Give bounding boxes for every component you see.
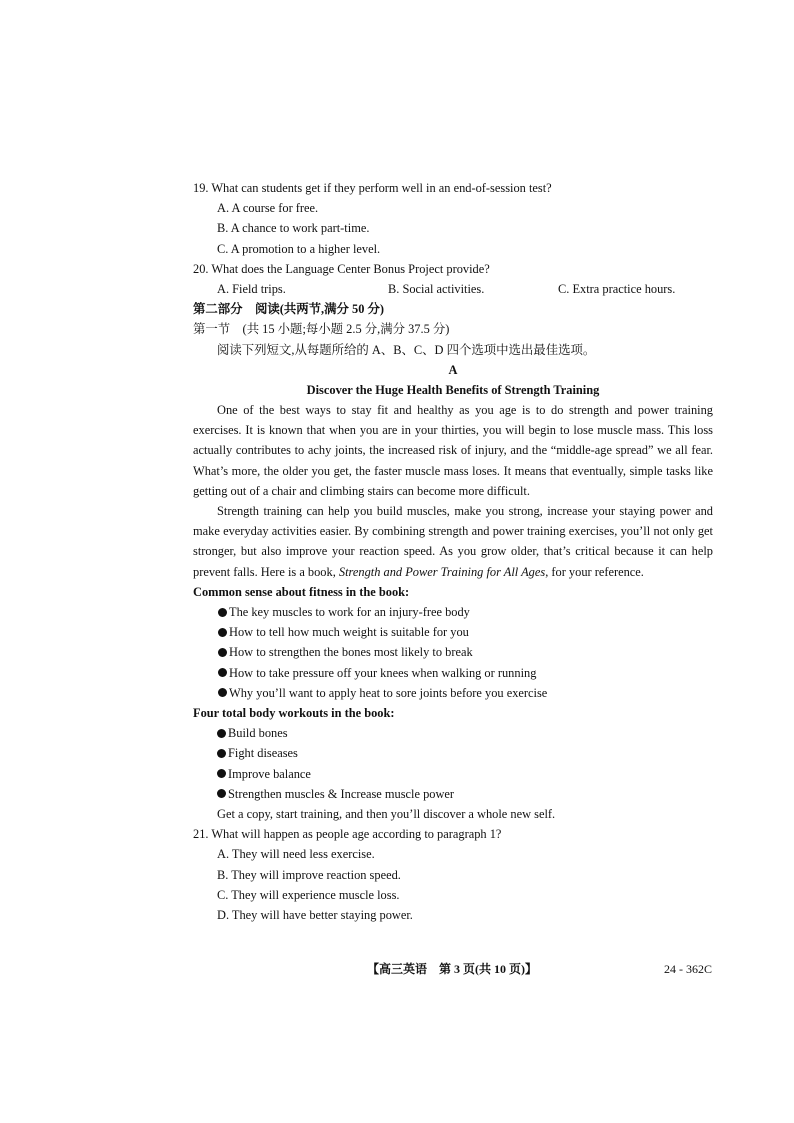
- workouts-heading: Four total body workouts in the book:: [193, 706, 395, 721]
- footer-page-info: 【高三英语 第 3 页(共 10 页)】: [367, 962, 537, 976]
- paragraph-2-end: , for your reference.: [545, 564, 644, 579]
- question-19-option-c: C. A promotion to a higher level.: [217, 241, 381, 256]
- passage-closing: Get a copy, start training, and then you’ll discover a whole new self.: [217, 806, 556, 821]
- page-footer: [0, 959, 794, 979]
- question-20-stem: 20. What does the Language Center Bonus Project provide?: [193, 261, 490, 276]
- workout-item: Strengthen muscles & Increase muscle power: [193, 784, 713, 804]
- question-19-option-b: B. A chance to work part-time.: [217, 221, 370, 236]
- common-sense-item: Why you’ll want to apply heat to sore joints before you exercise: [193, 683, 713, 703]
- part-title: 第二部分 阅读(共两节,满分 50 分): [193, 302, 385, 317]
- question-20-option-b: B. Social activities.: [388, 281, 485, 296]
- question-19-option-a: A. A course for free.: [217, 201, 319, 216]
- passage-letter: A: [448, 362, 458, 377]
- question-21-option-b: B. They will improve reaction speed.: [217, 867, 401, 882]
- reading-instruction: 阅读下列短文,从每题所给的 A、B、C、D 四个选项中选出最佳选项。: [217, 342, 596, 357]
- passage-paragraph-2: [193, 501, 713, 582]
- section-subtitle: 第一节 (共 15 小题;每小题 2.5 分,满分 37.5 分): [193, 322, 450, 337]
- common-sense-heading: Common sense about fitness in the book:: [193, 584, 410, 599]
- question-20-option-c: C. Extra practice hours.: [558, 281, 676, 296]
- workout-item: Improve balance: [193, 764, 713, 784]
- question-21-option-d: D. They will have better staying power.: [217, 907, 413, 922]
- common-sense-item: How to take pressure off your knees when walking or running: [193, 663, 713, 683]
- workout-item: Fight diseases: [193, 743, 713, 763]
- footer-exam-code: 24 - 362C: [664, 962, 712, 976]
- question-21-stem: 21. What will happen as people age according to paragraph 1?: [193, 827, 502, 842]
- question-21-option-a: A. They will need less exercise.: [217, 847, 375, 862]
- passage-title: Discover the Huge Health Benefits of Strength Training: [306, 382, 600, 397]
- question-20-options: [193, 279, 713, 299]
- common-sense-item: How to strengthen the bones most likely to break: [193, 642, 713, 662]
- question-20-option-a: A. Field trips.: [217, 281, 286, 296]
- workout-item: Build bones: [193, 723, 713, 743]
- common-sense-item: How to tell how much weight is suitable for you: [193, 622, 713, 642]
- book-title: Strength and Power Training for All Ages: [338, 564, 546, 579]
- paragraph-2-text: Strength training can help you build muscles, make you strong, increase your staying power and make everyday activities easier. By combining strength and power training exercises, you’ll not only get stronger, but also improve your reaction speed. As you grow older, that’s critical because it can help prevent falls. Here is a book,: [193, 504, 713, 579]
- question-21-option-c: C. They will experience muscle loss.: [217, 887, 400, 902]
- question-19-stem: 19. What can students get if they perform well in an end-of-session test?: [193, 181, 552, 195]
- exam-page: [193, 178, 713, 925]
- passage-paragraph-1: One of the best ways to stay fit and healthy as you age is to do strength and power training exercises. It is known that when you are in your thirties, you will begin to lose muscle mass. This loss actually contributes to achy joints, the increased risk of injury, and the “middle-age spread” we all fear. What’s more, the older you get, the faster muscle mass loses. It means that eventually, simple tasks like getting out of a chair and climbing stairs can become more difficult.: [193, 403, 713, 498]
- common-sense-item: The key muscles to work for an injury-free body: [193, 602, 713, 622]
